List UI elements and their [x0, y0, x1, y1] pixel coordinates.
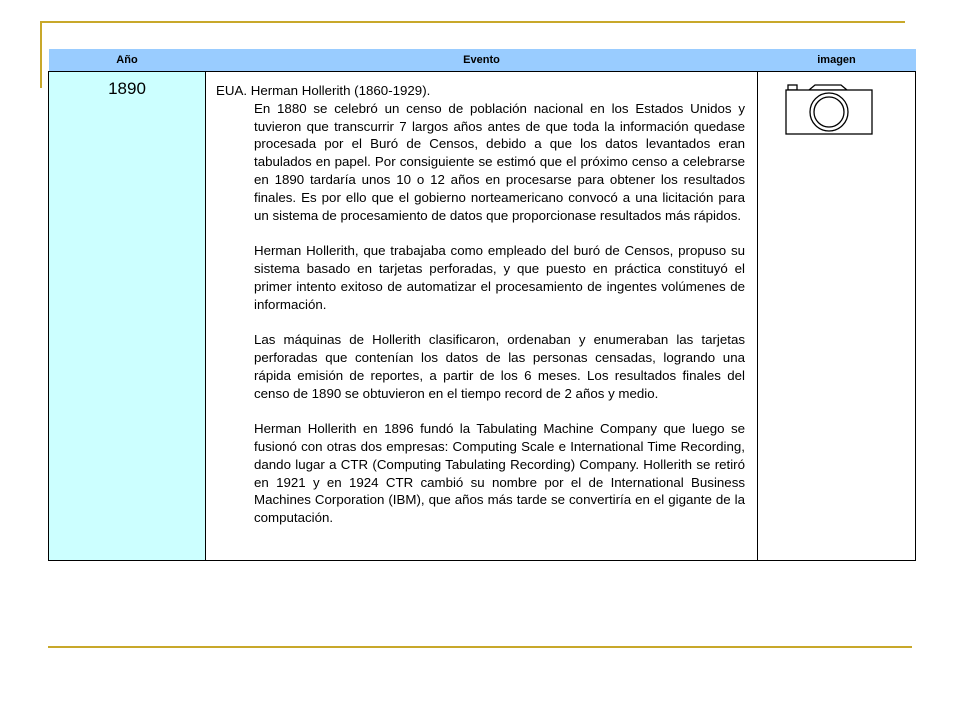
header-year: Año: [49, 49, 206, 72]
header-event: Evento: [206, 49, 758, 72]
image-cell: [758, 72, 916, 561]
table-header-row: [49, 49, 916, 72]
event-paragraph: En 1880 se celebró un censo de población nacional en los Estados Unidos y tuvieron que transcurrir 7 largos años antes de que toda la información quedase procesada por el Buró de Censos, debido a que los datos levantados eran tabulados en papel. Por consiguiente se estimó que el próximo censo a celebrarse en 1890 tardaría unos 10 o 12 años en procesarse para obtener los resultados finales. Es por ello que el gobierno norteamericano convocó a una licitación para un sistema de procesamiento de datos que proporcionase resultados más rápidos.: [254, 100, 745, 223]
header-image: imagen: [758, 49, 916, 72]
bottom-rule: [48, 646, 912, 648]
year-cell: 1890: [49, 72, 206, 561]
event-paragraph: Las máquinas de Hollerith clasificaron, ordenaban y enumeraban las tarjetas perforadas que contenían los datos de las personas censadas, logrando una rápida emisión de reportes, a partir de los 6 meses. Los resultados finales del censo de 1890 se obtuvieron en el tiempo record de 2 años y medio.: [254, 332, 745, 401]
timeline-table: [48, 49, 916, 561]
event-intro: EUA. Herman Hollerith (1860-1929).: [216, 83, 431, 98]
event-paragraph: Herman Hollerith, que trabajaba como empleado del buró de Censos, propuso su sistema basado en tarjetas perforadas, y que puesto en práctica constituyó el primer intento exitoso de automatizar el procesamiento de ingentes volúmenes de información.: [254, 243, 745, 312]
event-paragraph: Herman Hollerith en 1896 fundó la Tabulating Machine Company que luego se fusionó con otras dos empresas: Computing Scale e International Time Recording, dando lugar a CTR (Computing Tabulating Recording) Company. Hollerith se retiró en 1921 y en 1924 CTR cambió su nombre por el de International Business Machines Corporation (IBM), que años más tarde se convertiría en el gigante de la computación.: [254, 421, 745, 526]
camera-icon: [785, 84, 875, 136]
left-accent-rule: [40, 21, 42, 88]
table-row: [49, 72, 916, 561]
top-rule: [40, 21, 905, 23]
event-cell: [206, 72, 758, 561]
